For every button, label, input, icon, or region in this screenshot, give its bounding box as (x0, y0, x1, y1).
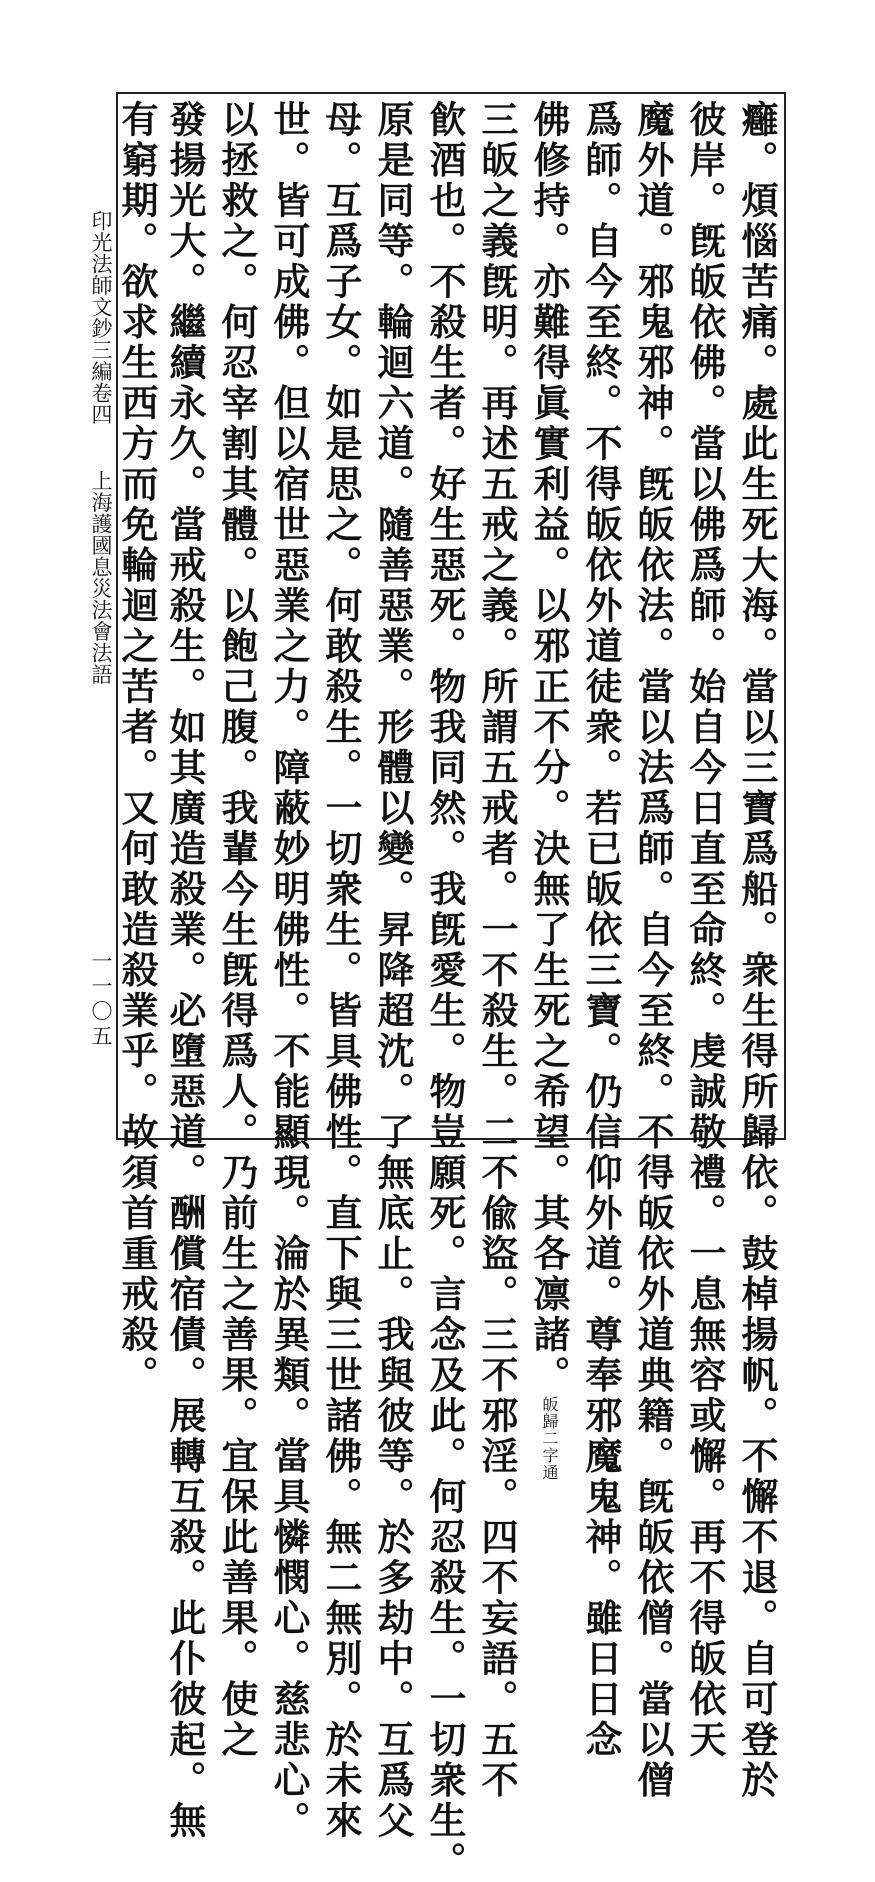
text-column-6: 三皈之義旣明。再述五戒之義。所謂五戒者。一不殺生。二不偸盜。三不邪淫。四不妄語。五不 (475, 100, 519, 1801)
text-column-3: 魔外道。邪鬼邪神。旣皈依法。當以法爲師。自今至終。不得皈依外道典籍。旣皈依僧。當以僧 (631, 100, 675, 1801)
text-column-13: 有窮期。欲求生西方而免輪迴之苦者。又何敢造殺業乎。故須首重戒殺。 (115, 100, 159, 1396)
interlinear-note: 皈歸二字通 (540, 1396, 559, 1481)
text-column-5 (524, 100, 574, 1481)
text-column-10: 世。皆可成佛。但以宿世惡業之力。障蔽妙明佛性。不能顯現。淪於異類。當具憐憫心。慈悲心。 (267, 100, 311, 1842)
text-column-1: 癰。煩惱苦痛。處此生死大海。當以三寶爲船。衆生得所歸依。鼓棹揚帆。不懈不退。自可登於 (735, 100, 779, 1801)
text-column-12: 發揚光大。繼續永久。當戒殺生。如其廣造殺業。必墮惡道。酬償宿債。展轉互殺。此仆彼起。無 (163, 100, 207, 1842)
text-column-11: 以拯救之。何忍宰割其體。以飽己腹。我輩今生旣得爲人。乃前生之善果。宜保此善果。使之 (215, 100, 259, 1761)
text-column-2: 彼岸。旣皈依佛。當以佛爲師。始自今日直至命終。虔誠敬禮。一息無容或懈。再不得皈依天 (683, 100, 727, 1761)
frame-right-rule (784, 92, 786, 1140)
text-column-9: 母。互爲子女。如是思之。何敢殺生。一切衆生。皆具佛性。直下與三世諸佛。無二無別。於未來 (319, 100, 363, 1842)
frame-top-rule (117, 92, 785, 94)
text-column-4: 爲師。自今至終。不得皈依外道徒衆。若已皈依三寶。仍信仰外道。尊奉邪魔鬼神。雖日日念 (579, 100, 623, 1761)
text-column-5-main: 佛修持。亦難得眞實利益。以邪正不分。決無了生死之希望。其各凛諸。 (527, 100, 571, 1396)
page-number: 一一〇五 (89, 950, 113, 1050)
text-column-8: 原是同等。輪迴六道。隨善惡業。形體以變。昇降超沈。了無底止。我與彼等。於多劫中。互爲父 (371, 100, 415, 1842)
book-title: 印光法師文鈔三編卷四 (89, 210, 113, 425)
section-title: 上海護國息災法會法語 (89, 470, 113, 685)
text-column-7: 飮酒也。不殺生者。好生惡死。物我同然。我旣愛生。物豈願死。言念及此。何忍殺生。一切衆生。 (423, 100, 467, 1882)
